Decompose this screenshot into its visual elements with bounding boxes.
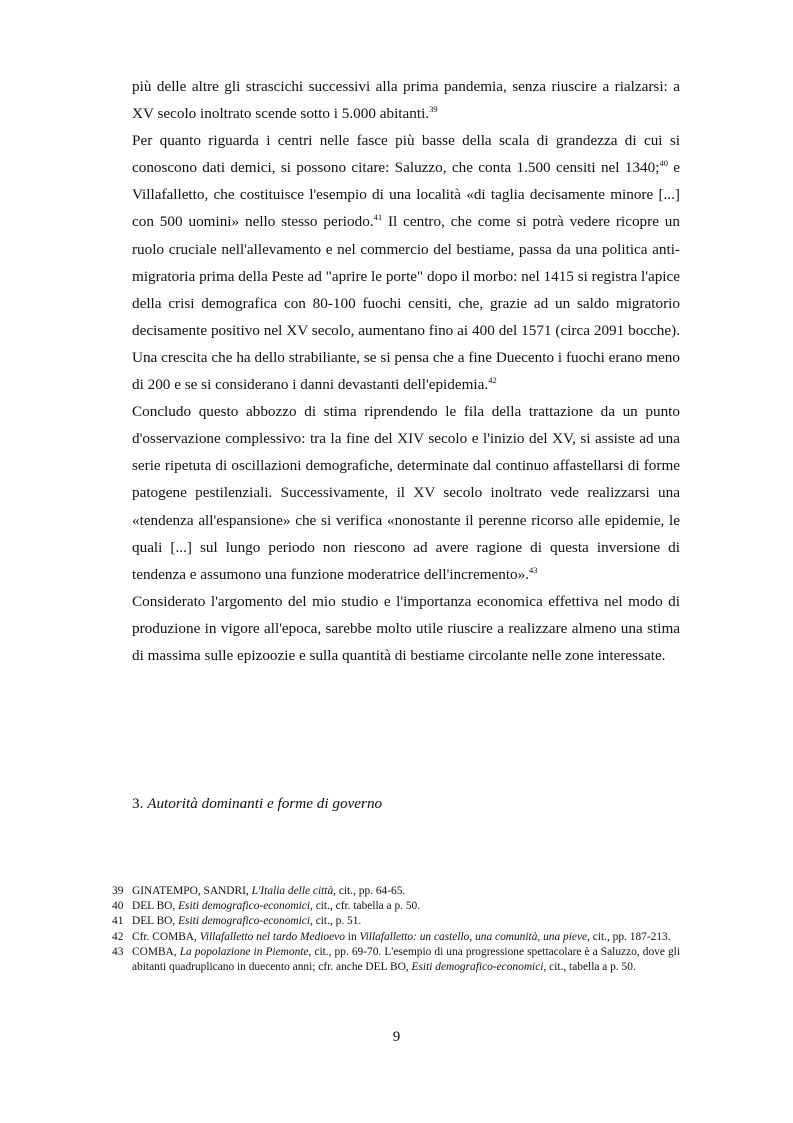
- footnote: [112, 899, 680, 914]
- footnote-number: 40: [112, 900, 124, 913]
- footnote-title: Esiti demografico-economici: [178, 915, 311, 928]
- footnote-ref[interactable]: 43: [529, 564, 538, 575]
- footnote-number: 42: [112, 930, 124, 943]
- footnote-ref[interactable]: 42: [488, 374, 497, 385]
- footnote: [112, 945, 680, 975]
- footnote-text: COMBA,: [132, 945, 180, 958]
- footnote-text: Cfr. COMBA,: [132, 930, 200, 943]
- section-number: 3.: [132, 795, 144, 812]
- paragraph-text: Per quanto riguarda i centri nelle fasce più basse della scala di grandezza di cui si conoscono dati demici, si possono citare: Saluzzo, che conta 1.500 censiti nel 1340;: [132, 132, 680, 177]
- footnote-text: , cit., tabella a p. 50.: [543, 961, 636, 974]
- footnote-text: , cit., pp. 187-213.: [587, 930, 671, 943]
- paragraph-text: più delle altre gli strascichi successivi alla prima pandemia, senza riuscire a rialzarsi: a XV secolo inoltrato scende sotto i 5.000 abitanti.: [132, 78, 680, 123]
- footnote-title: Esiti demografico-economici: [178, 900, 311, 913]
- section-title: Autorità dominanti e forme di governo: [147, 795, 383, 812]
- footnote-text: in: [344, 930, 360, 943]
- page-number: 9: [392, 1029, 401, 1045]
- footnote-text: GINATEMPO, SANDRI,: [132, 885, 252, 897]
- footnotes: [112, 884, 680, 975]
- footnote-title: Villafalletto nel tardo Medioevo: [199, 930, 345, 943]
- paragraph-text: Concludo questo abbozzo di stima riprendendo le fila della trattazione da un punto d'osservazione complessivo: tra la fine del XIV secolo e l'inizio del XV, si assiste ad una serie ripetuta di oscillazioni demografiche, determinate dal continuo affastellarsi di forme patogene pestilenziali. Successivamente, il XV secolo inoltrato vede realizzarsi una «tendenza all'espansione» che si verifica «nonostante il perenne ricorso alle epidemie, le quali [...] sul lungo periodo non riescono ad avere ragione di questa inversione di tendenza e assumono una funzione moderatrice dell'incremento».: [132, 403, 680, 583]
- footnote-ref[interactable]: 40: [659, 158, 668, 169]
- footnote: [112, 914, 680, 929]
- footnote: [112, 884, 680, 899]
- footnote-ref[interactable]: 41: [373, 212, 383, 223]
- footnote-text: , cit., pp. 64-65.: [333, 885, 406, 897]
- footnote-ref[interactable]: 39: [429, 104, 438, 115]
- footnote-text: , cit., cfr. tabella a p. 50.: [310, 900, 421, 913]
- paragraph: [132, 588, 680, 669]
- paragraph: [132, 73, 680, 127]
- section-heading: [132, 790, 680, 817]
- footnote-title: L'Italia delle città: [251, 885, 334, 897]
- footnote-title: Esiti demografico-economici: [411, 961, 544, 974]
- footnote-title: Villafalletto: un castello, una comunità, una pieve: [359, 930, 588, 943]
- paragraph-text: Il centro, che come si potrà vedere ricopre un ruolo cruciale nell'allevamento e nel commercio del bestiame, passa da una politica anti-migratoria prima della Peste ad "aprire le porte" dopo il morbo: nel 1415 si registra l'apice della crisi demografica con 80-100 fuochi censiti, che, grazie ad un saldo migratorio decisamente positivo nel XV secolo, aumentano fino ai 400 del 1571 (circa 2091 bocche). Una crescita che ha dello strabiliante, se si pensa che a fine Duecento i fuochi erano meno di 200 e se si considerano i danni devastanti dell'epidemia.: [132, 213, 680, 394]
- footnote-text: , cit., p. 51.: [310, 915, 362, 928]
- paragraph-text: e Villafalletto, che costituisce l'esempio di una località «di taglia decisamente minore [...] con 500 uomini» nello stesso periodo.: [132, 159, 681, 231]
- footnote-number: 41: [112, 915, 124, 928]
- body-text: [132, 73, 680, 669]
- footnote: [112, 930, 680, 945]
- footnote-text: , cit., pp. 69-70. L'esempio di una progressione spettacolare è a Saluzzo, dove gli abitanti quadruplicano in duecento anni; cfr. anche DEL BO,: [132, 945, 680, 974]
- footnote-text: DEL BO,: [132, 915, 179, 928]
- paragraph-text: Considerato l'argomento del mio studio e l'importanza economica effettiva nel modo di produzione in vigore all'epoca, sarebbe molto utile riuscire a realizzare almeno una stima di massima sulle epizoozie e sulla quantità di bestiame circolante nelle zone interessate.: [132, 592, 680, 664]
- footnote-number: 39: [112, 885, 124, 897]
- footnote-text: DEL BO,: [132, 900, 179, 913]
- paragraph: [132, 127, 680, 398]
- footnote-number: 43: [112, 945, 124, 958]
- footnote-title: La popolazione in Piemonte: [179, 945, 309, 958]
- paragraph: [132, 398, 680, 588]
